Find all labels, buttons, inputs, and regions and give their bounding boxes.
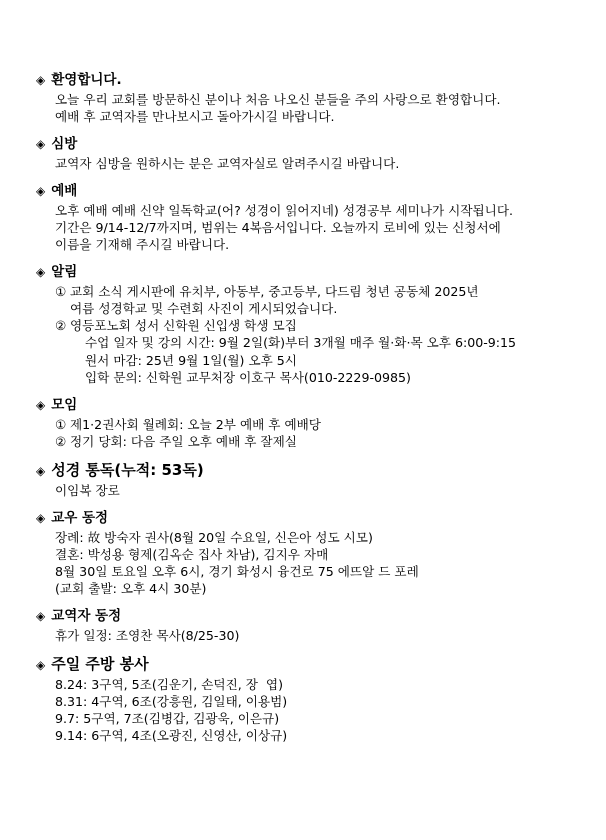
bulletin-section bbox=[36, 136, 570, 172]
section-body bbox=[36, 91, 570, 125]
section-body-line: 교역자 심방을 원하시는 분은 교역자실로 알려주시길 바랍니다. bbox=[55, 155, 400, 171]
diamond-bullet-icon: ◈ bbox=[36, 510, 46, 525]
section-body bbox=[36, 155, 570, 172]
section-body-line: 9.14: 6구역, 4조(오광진, 신영산, 이상규) bbox=[55, 728, 288, 744]
section-heading bbox=[36, 461, 570, 481]
diamond-bullet-icon: ◈ bbox=[36, 137, 46, 152]
section-heading bbox=[36, 655, 570, 675]
section-body-line: 9.7: 5구역, 7조(김병갑, 김광욱, 이은규) bbox=[55, 711, 280, 727]
section-body-line: 기간은 9/14-12/7까지며, 범위는 4복음서입니다. 오늘까지 로비에 있는 신청서에 bbox=[55, 219, 501, 235]
section-body bbox=[36, 627, 570, 644]
section-body-line: 오후 예배 예배 신약 일독학교(어? 성경이 읽어지네) 성경공부 세미나가 시작됩니다. bbox=[55, 202, 514, 218]
numbered-list bbox=[36, 283, 570, 386]
bulletin-section bbox=[36, 461, 570, 499]
diamond-bullet-icon: ◈ bbox=[36, 265, 46, 280]
section-heading-text: 심방 bbox=[51, 136, 78, 153]
bulletin-content bbox=[36, 72, 570, 744]
list-item-line: 여름 성경학교 및 수련회 사진이 게시되었습니다. bbox=[70, 301, 338, 317]
list-item-text bbox=[70, 416, 321, 433]
list-item-line: 원서 마감: 25년 9월 1일(월) 오후 5시 bbox=[85, 352, 297, 368]
section-body-line: 장례: 故 방숙자 권사(8월 20일 수요일, 신은아 성도 시모) bbox=[55, 529, 373, 545]
section-heading bbox=[36, 264, 570, 282]
section-body-line: 결혼: 박성용 형제(김옥순 집사 차남), 김지우 자매 bbox=[55, 546, 329, 562]
section-body-line: 오늘 우리 교회를 방문하신 분이나 처음 나오신 분들을 주의 사랑으로 환영합니다. bbox=[55, 91, 501, 107]
section-body-line: 8.31: 4구역, 6조(강흥원, 김일태, 이용범) bbox=[55, 693, 288, 709]
bulletin-section bbox=[36, 264, 570, 386]
bulletin-section bbox=[36, 510, 570, 597]
list-item-line: 수업 일자 및 강의 시간: 9월 2일(화)부터 3개월 매주 월·화·목 오후 6:00-9:15 bbox=[85, 335, 517, 351]
section-body-line: 8.24: 3구역, 5조(김운기, 손덕진, 장 엽) bbox=[55, 676, 283, 692]
list-item bbox=[55, 416, 570, 433]
diamond-bullet-icon: ◈ bbox=[36, 73, 46, 87]
section-body bbox=[36, 202, 570, 253]
section-heading-text: 주일 주방 봉사 bbox=[51, 654, 149, 673]
list-item bbox=[55, 317, 570, 386]
bulletin-section bbox=[36, 608, 570, 644]
section-heading-text: 성경 통독(누적: 53독) bbox=[51, 460, 204, 479]
section-body bbox=[36, 676, 570, 745]
list-item-text bbox=[70, 433, 297, 450]
section-heading-text: 교우 동정 bbox=[51, 509, 109, 526]
section-heading bbox=[36, 510, 570, 528]
list-item-line: 교회 소식 게시판에 유치부, 아동부, 중고등부, 다드림 청년 공동체 2025년 bbox=[70, 284, 479, 299]
section-heading-text: 알림 bbox=[51, 264, 78, 281]
list-item-marker: ② bbox=[55, 318, 67, 334]
diamond-bullet-icon: ◈ bbox=[36, 397, 46, 412]
list-item-line: 제1·2권사회 월례회: 오늘 2부 예배 후 예배당 bbox=[70, 416, 321, 432]
section-body-line: 예배 후 교역자를 만나보시고 돌아가시길 바랍니다. bbox=[55, 108, 335, 124]
list-item-marker: ② bbox=[55, 433, 67, 449]
diamond-bullet-icon: ◈ bbox=[36, 184, 46, 198]
bulletin-section bbox=[36, 655, 570, 744]
section-heading-text: 예배 bbox=[51, 183, 78, 199]
section-body-line: 이름을 기재해 주시길 바랍니다. bbox=[55, 237, 230, 253]
section-heading bbox=[36, 136, 570, 154]
diamond-bullet-icon: ◈ bbox=[36, 463, 46, 478]
section-heading bbox=[36, 397, 570, 415]
section-body-line: 8월 30일 토요일 오후 6시, 경기 화성시 융건로 75 에뜨알 드 포레 bbox=[55, 563, 419, 579]
section-body bbox=[36, 529, 570, 598]
section-body-line: (교회 출발: 오후 4시 30분) bbox=[55, 580, 207, 596]
list-item-text bbox=[70, 317, 516, 386]
section-heading-text: 환영합니다. bbox=[51, 72, 122, 88]
section-body bbox=[36, 482, 570, 499]
diamond-bullet-icon: ◈ bbox=[36, 657, 46, 672]
section-body-line: 이임복 장로 bbox=[55, 482, 120, 498]
list-item bbox=[55, 433, 570, 450]
bulletin-section bbox=[36, 183, 570, 253]
section-heading-text: 모임 bbox=[51, 396, 78, 413]
section-heading bbox=[36, 72, 570, 90]
list-item-marker: ① bbox=[55, 284, 67, 299]
section-heading bbox=[36, 608, 570, 626]
numbered-list bbox=[36, 416, 570, 450]
list-item-marker: ① bbox=[55, 416, 67, 432]
list-item-text bbox=[70, 283, 479, 317]
list-item-line: 정기 당회: 다음 주일 오후 예배 후 잘제실 bbox=[70, 433, 297, 449]
list-item-line: 입학 문의: 신학원 교무처장 이호구 목사(010-2229-0985) bbox=[85, 369, 411, 385]
list-item bbox=[55, 283, 570, 317]
bulletin-section bbox=[36, 397, 570, 450]
diamond-bullet-icon: ◈ bbox=[36, 609, 46, 624]
bulletin-section bbox=[36, 72, 570, 125]
list-item-line: 영등포노회 성서 신학원 신입생 학생 모집 bbox=[70, 318, 297, 334]
section-heading bbox=[36, 183, 570, 201]
section-heading-text: 교역자 동정 bbox=[51, 608, 122, 625]
section-body-line: 휴가 일정: 조영찬 목사(8/25-30) bbox=[55, 627, 240, 643]
